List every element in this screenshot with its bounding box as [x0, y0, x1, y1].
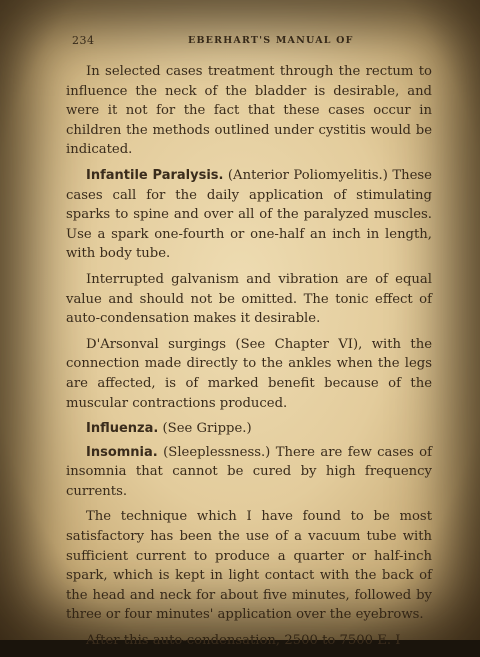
paragraph-galvanism: [66, 270, 432, 329]
paragraph-text: Interrupted galvanism and vibration are of equal value and should not be omitted. The tonic effect of auto-condensation makes it desirable.: [66, 271, 432, 327]
page-number: 234: [72, 34, 95, 47]
paragraph-rectum-treatment: [66, 62, 432, 160]
body-text: [66, 62, 432, 657]
paragraph-auto-condensation: [66, 631, 432, 651]
section-heading-influenza: Influenza.: [86, 421, 159, 437]
paragraph-text: The technique which I have found to be most satisfactory has been the use of a vacuum tube with sufficient current to produce a quarter or half-inch spark, which is kept in light contact with the back of the head and neck for about five minutes, followed by three or four minutes' application over the eyebrows.: [66, 509, 432, 623]
section-heading-insomnia: Insomnia.: [86, 444, 158, 460]
paragraph-infantile-paralysis: [66, 166, 432, 264]
paragraph-darsonval: [66, 335, 432, 413]
paragraph-text: D'Arsonval surgings (See Chapter VI), with the connection made directly to the ankles when the legs are affected, is of marked benefit because of the muscular contractions produced.: [66, 336, 432, 411]
paragraph-technique: [66, 507, 432, 625]
paragraph-insomnia: [66, 443, 432, 502]
paragraph-text: (Sleeplessness.) There are few cases of insomnia that cannot be cured by high frequency currents.: [66, 444, 432, 499]
paragraph-text: After this auto-condensation, 2500 to 7500 E. I: [86, 633, 401, 649]
paragraph-influenza: [66, 419, 432, 439]
page-header: [0, 34, 480, 50]
running-head: EBERHART'S MANUAL OF: [188, 35, 354, 46]
paragraph-text: (See Grippe.): [158, 421, 252, 437]
section-heading-infantile-paralysis: Infantile Paralysis.: [86, 167, 224, 183]
paragraph-text: In selected cases treatment through the rectum to influence the neck of the bladder is desirable, and were it not for the fact that these cases occur in children the methods outlined under cystitis would be indicated.: [66, 64, 432, 158]
paragraph-text: (Anterior Poliomyelitis.) These cases call for the daily application of stimulating sparks to spine and over all of the paralyzed muscles. Use a spark one-fourth or one-half an inch in length, with body tube.: [66, 167, 432, 262]
